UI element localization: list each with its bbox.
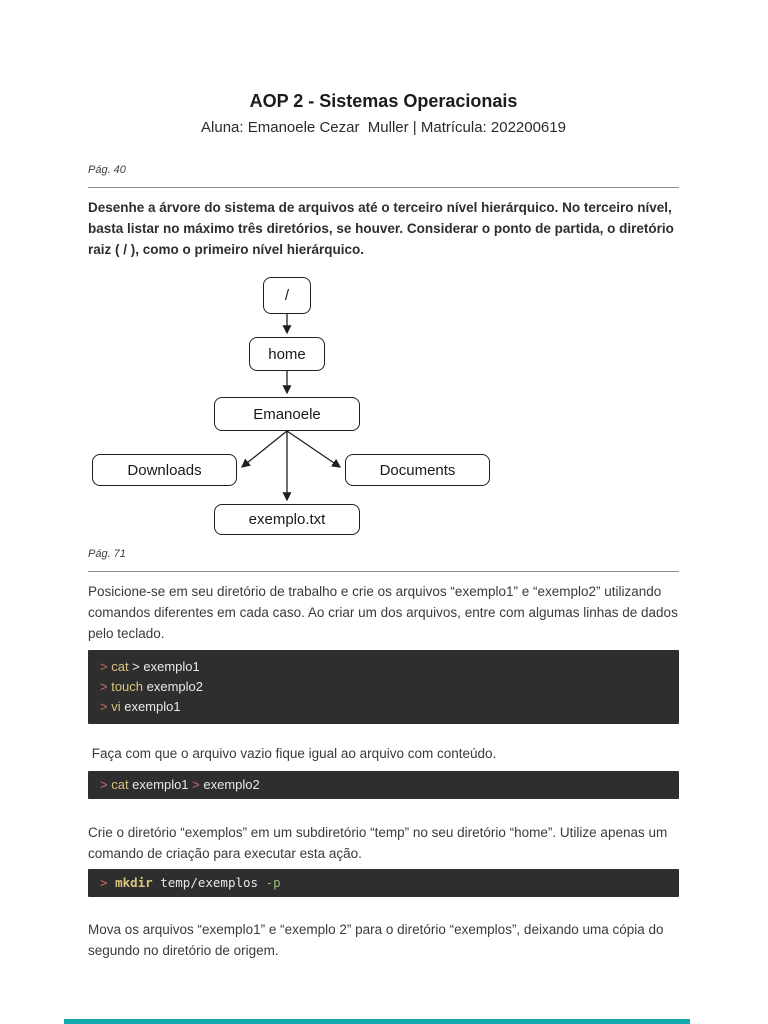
- filesystem-tree-diagram: [88, 274, 679, 542]
- page-bottom-teal-strip: [64, 1019, 690, 1024]
- document-title: AOP 2 - Sistemas Operacionais: [249, 91, 518, 111]
- task-2-text: Faça com que o arquivo vazio fique igual ao arquivo com conteúdo.: [88, 746, 497, 761]
- page-ref-40: Pág. 40: [88, 164, 126, 176]
- shell-arg: exemplo2: [199, 777, 260, 792]
- document-subtitle: Aluna: Emanoele Cezar Muller | Matrícula: 202200619: [201, 119, 566, 136]
- code-line: [100, 677, 667, 697]
- code-line: [100, 873, 667, 893]
- terminal-code-block-2: [88, 771, 679, 799]
- shell-args: temp/exemplos: [152, 875, 266, 890]
- terminal-code-block-3: [88, 869, 679, 897]
- shell-command: mkdir: [115, 875, 153, 890]
- shell-command: vi: [111, 699, 121, 714]
- task-4-text: Mova os arquivos “exemplo1” e “exemplo 2” para o diretório “exemplos”, deixando uma cópia do segundo no diretório de origem.: [88, 922, 668, 958]
- tree-node-exemplo-txt: exemplo.txt: [214, 504, 360, 535]
- document-content: [88, 0, 682, 961]
- shell-prompt: >: [100, 659, 112, 674]
- terminal-code-block-1: [88, 650, 679, 724]
- section-divider: [88, 187, 679, 188]
- tree-node-root: /: [263, 277, 311, 314]
- task-3-text: Crie o diretório “exemplos” em um subdiretório “temp” no seu diretório “home”. Utilize apenas um comando de criação para executar esta ação.: [88, 825, 671, 861]
- shell-prompt: >: [100, 875, 116, 890]
- tree-node-emanoele: Emanoele: [214, 397, 360, 431]
- code-line: [100, 657, 667, 677]
- tree-node-documents: Documents: [345, 454, 490, 486]
- shell-command: cat: [111, 659, 129, 674]
- shell-args: exemplo2: [143, 679, 204, 694]
- shell-prompt: >: [100, 699, 112, 714]
- section-divider-2: [88, 571, 679, 572]
- tree-node-home: home: [249, 337, 325, 371]
- tree-node-downloads: Downloads: [92, 454, 237, 486]
- shell-command: touch: [111, 679, 144, 694]
- code-line: [100, 697, 667, 717]
- page-ref-71: Pág. 71: [88, 548, 126, 560]
- shell-prompt: >: [100, 777, 112, 792]
- redirect-operator: >: [192, 777, 200, 792]
- shell-args: exemplo1: [120, 699, 181, 714]
- tree-arrows: [88, 274, 679, 542]
- question-2-text: Posicione-se em seu diretório de trabalho e crie os arquivos “exemplo1” e “exemplo2” utilizando comandos diferentes em cada caso. Ao criar um dos arquivos, entre com algumas linhas de dados pelo teclado.: [88, 584, 682, 641]
- question-1-text: Desenhe a árvore do sistema de arquivos até o terceiro nível hierárquico. No terceiro nível, basta listar no máximo três diretórios, se houver. Considerar o ponto de partida, o diretório raiz ( / ), como o primeiro nível hierárquico.: [88, 200, 678, 257]
- shell-command: cat: [111, 777, 129, 792]
- shell-args: > exemplo1: [128, 659, 200, 674]
- code-line: [100, 775, 667, 795]
- shell-flag: -p: [265, 875, 281, 890]
- shell-arg: exemplo1: [128, 777, 193, 792]
- shell-prompt: >: [100, 679, 112, 694]
